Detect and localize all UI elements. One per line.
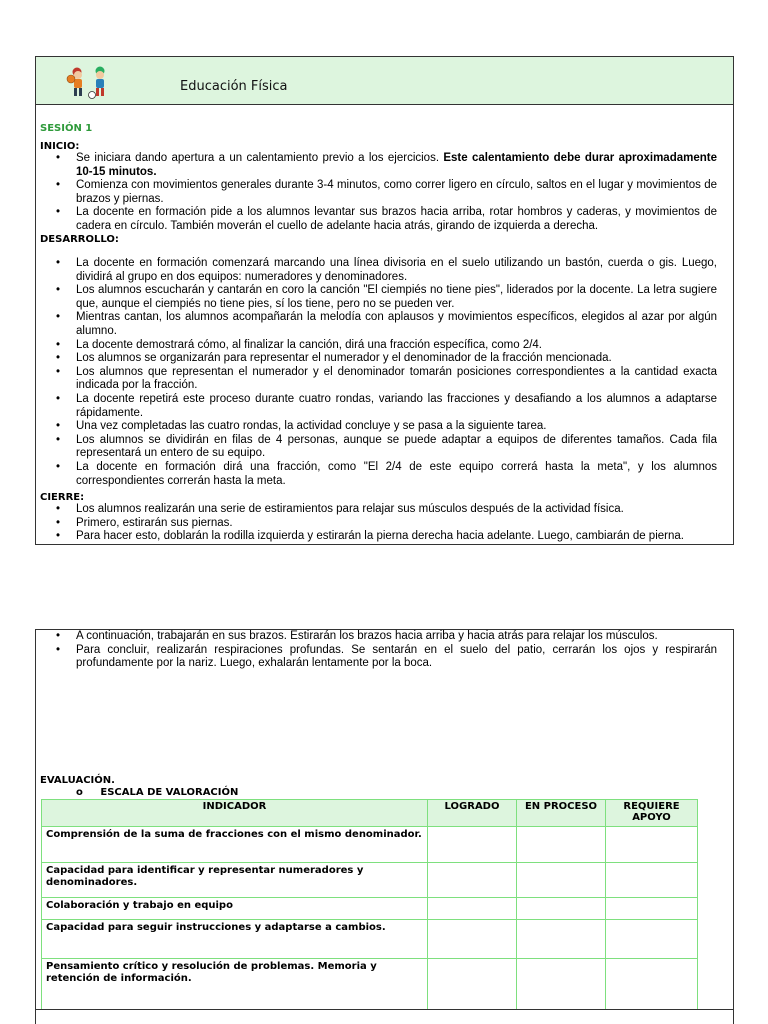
evaluation-subtitle: o ESCALA DE VALORACIÓN (76, 787, 239, 798)
list-item: • La docente repetirá este proceso durante cuatro rondas, variando las fracciones y desafiando a los alumnos a adaptarse rápidamente. (76, 393, 717, 420)
page-header (36, 57, 733, 105)
table-header-row (42, 800, 698, 827)
en-proceso-cell[interactable] (517, 863, 606, 898)
list-item: • Los alumnos que representan el numerador y el denominador tomarán posiciones correspondientes a la cantidad exacta indicada por la fracción. (76, 366, 717, 393)
logrado-cell[interactable] (428, 959, 517, 1010)
logrado-cell[interactable] (428, 863, 517, 898)
list-item: • A continuación, trabajarán en sus brazos. Estirarán los brazos hacia arriba y hacia atrás para relajar los músculos. (76, 630, 717, 644)
requiere-apoyo-cell[interactable] (606, 959, 698, 1010)
en-proceso-cell[interactable] (517, 959, 606, 1010)
requiere-apoyo-cell[interactable] (606, 898, 698, 920)
list-item: • Se iniciara dando apertura a un calentamiento previo a los ejercicios. Este calentamiento debe durar aproximadamente 10-15 minutos. (76, 152, 717, 179)
col-indicador: INDICADOR (42, 800, 428, 827)
list-item: • Los alumnos realizarán una serie de estiramientos para relajar sus músculos después de la actividad física. (76, 503, 717, 517)
logrado-cell[interactable] (428, 827, 517, 863)
list-item: • La docente en formación dirá una fracción, como "El 2/4 de este equipo correrá hasta la meta", y los alumnos correspondientes correrán hasta la meta. (76, 461, 717, 488)
table-row (42, 827, 698, 863)
lesson-page-1 (35, 56, 734, 545)
indicator-cell: Capacidad para identificar y representar numeradores y denominadores. (42, 863, 428, 898)
list-item: • Comienza con movimientos generales durante 3-4 minutos, como correr ligero en círculo, saltos en el lugar y movimientos de brazos y piernas. (76, 179, 717, 206)
continuation-list (40, 630, 717, 671)
table-row (42, 920, 698, 959)
cierre-label: CIERRE: (40, 492, 85, 503)
requiere-apoyo-cell[interactable] (606, 863, 698, 898)
table-row (42, 898, 698, 920)
cierre-list (40, 503, 717, 544)
en-proceso-cell[interactable] (517, 898, 606, 920)
kids-playing-ball-icon (66, 62, 146, 102)
list-item: • Una vez completadas las cuatro rondas, la actividad concluye y se pasa a la siguiente tarea. (76, 420, 717, 434)
list-item: • La docente en formación pide a los alumnos levantar sus brazos hacia arriba, rotar hombros y caderas, y movimientos de cadera en círculo. También moverán el cuello de adelante hacia atrás, girando de izquierda a derecha. (76, 206, 717, 233)
table-row (42, 959, 698, 1010)
list-item: • Los alumnos se dividirán en filas de 4 personas, aunque se puede adaptar a equipos de diferentes tamaños. Cada fila representará un entero de su equipo. (76, 434, 717, 461)
page-divider (35, 1009, 734, 1010)
en-proceso-cell[interactable] (517, 920, 606, 959)
desarrollo-section (40, 234, 717, 488)
col-requiere-apoyo: REQUIERE APOYO (606, 800, 698, 827)
list-item: • Los alumnos escucharán y cantarán en coro la canción "El ciempiés no tiene pies", liderados por la docente. La letra sugiere que, aunque el ciempiés no tiene pies, sí los tiene, pero no se pueden ver. (76, 284, 717, 311)
continuation-section (40, 630, 717, 671)
table-row (42, 863, 698, 898)
indicator-cell: Capacidad para seguir instrucciones y adaptarse a cambios. (42, 920, 428, 959)
indicator-cell: Pensamiento crítico y resolución de problemas. Memoria y retención de información. (42, 959, 428, 1010)
list-item: • Para concluir, realizarán respiraciones profundas. Se sentarán en el suelo del patio, cerrarán los ojos y respirarán profundamente por la nariz. Luego, exhalarán lentamente por la boca. (76, 644, 717, 671)
indicator-cell: Colaboración y trabajo en equipo (42, 898, 428, 920)
inicio-list (40, 152, 717, 234)
list-item: • La docente demostrará cómo, al finalizar la canción, dirá una fracción específica, como 2/4. (76, 339, 717, 353)
col-logrado: LOGRADO (428, 800, 517, 827)
requiere-apoyo-cell[interactable] (606, 920, 698, 959)
cierre-section (40, 492, 717, 544)
list-item: • Primero, estirarán sus piernas. (76, 517, 717, 531)
desarrollo-label: DESARROLLO: (40, 234, 119, 245)
col-en-proceso: EN PROCESO (517, 800, 606, 827)
requiere-apoyo-cell[interactable] (606, 827, 698, 863)
list-item: • La docente en formación comenzará marcando una línea divisoria en el suelo utilizando un bastón, cuerda o gis. Luego, dividirá al grupo en dos equipos: numeradores y denominadores. (76, 257, 717, 284)
lesson-page-2 (35, 629, 734, 1024)
logrado-cell[interactable] (428, 920, 517, 959)
desarrollo-list (40, 257, 717, 488)
evaluation-title: EVALUACIÓN. (40, 775, 115, 786)
inicio-label: INICIO: (40, 141, 80, 152)
page-title: Educación Física (180, 79, 288, 94)
list-item: • Para hacer esto, doblarán la rodilla izquierda y estirarán la pierna derecha hacia adelante. Luego, cambiarán de pierna. (76, 530, 717, 544)
en-proceso-cell[interactable] (517, 827, 606, 863)
indicator-cell: Comprensión de la suma de fracciones con el mismo denominador. (42, 827, 428, 863)
logrado-cell[interactable] (428, 898, 517, 920)
list-item: • Mientras cantan, los alumnos acompañarán la melodía con aplausos y movimientos específicos, elegidos al azar por algún alumno. (76, 311, 717, 338)
session-title: SESIÓN 1 (40, 123, 93, 134)
evaluation-table (41, 799, 698, 1010)
inicio-section (40, 141, 717, 234)
bullet-o: o (76, 787, 83, 798)
list-item: • Los alumnos se organizarán para representar el numerador y el denominador de la fracción mencionada. (76, 352, 717, 366)
